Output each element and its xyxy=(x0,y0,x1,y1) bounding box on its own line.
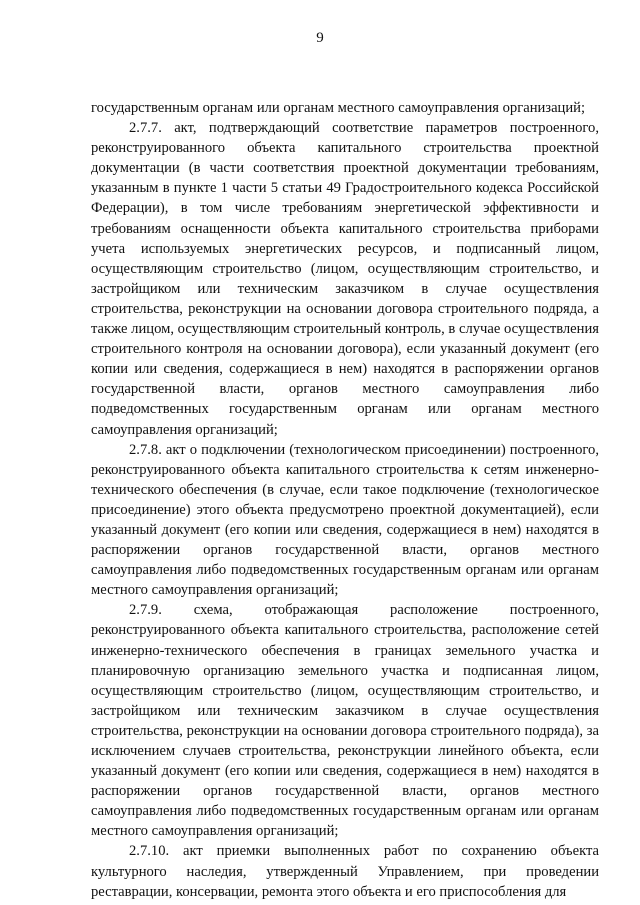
paragraph-2-7-9: 2.7.9. схема, отображающая расположение построенного, реконструированного объекта капитального строительства, расположение сетей инженерно-технического обеспечения в границах земельного участка и планировочную организацию земельного участка и подписанная лицом, осуществляющим строительство (лицом, осуществляющим строительство, и застройщиком или техническим заказчиком в случае осуществления строительства, реконструкции на основании договора строительного подряда), за исключением случаев строительства, реконструкции линейного объекта, если указанный документ (его копии или сведения, содержащиеся в нем) находятся в распоряжении органов государственной власти, органов местного самоуправления либо подведомственных государственным органам или органам местного самоуправления организаций; xyxy=(91,602,599,840)
paragraph-2-7-7: 2.7.7. акт, подтверждающий соответствие параметров построенного, реконструированного объекта капитального строительства проектной документации (в части соответствия проектной документации требованиям, указанным в пункте 1 части 5 статьи 49 Градостроительного кодекса Российской Федерации), в том числе требованиям энергетической эффективности и требованиям оснащенности объекта капитального строительства приборами учета используемых энергетических ресурсов, и подписанный лицом, осуществляющим строительство (лицом, осуществляющим строительство, и застройщиком или техническим заказчиком в случае осуществления строительства, реконструкции на основании договора строительного подряда, а также лицом, осуществляющим строительный контроль, в случае осуществления строительного контроля на основании договора), если указанный документ (его копии или сведения, содержащиеся в нем) находятся в распоряжении органов государственной власти, органов местного самоуправления либо подведомственных государственным органам или органам местного самоуправления организаций; xyxy=(91,120,599,438)
paragraph-2-7-8: 2.7.8. акт о подключении (технологическом присоединении) построенного, реконструированного объекта капитального строительства к сетям инженерно-технического обеспечения (в случае, если такое подключение (технологическое присоединение) этого объекта предусмотрено проектной документацией), если указанный документ (его копии или сведения, содержащиеся в нем) находятся в распоряжении органов государственной власти, органов местного самоуправления либо подведомственных государственным органам или органам местного самоуправления организаций; xyxy=(91,441,599,599)
paragraph-continuation: государственным органам или органам местного самоуправления организаций; xyxy=(91,100,586,116)
document-body xyxy=(91,98,599,902)
page-number: 9 xyxy=(316,30,324,46)
paragraph-2-7-10: 2.7.10. акт приемки выполненных работ по сохранению объекта культурного наследия, утвержденный Управлением, при проведении реставрации, консервации, ремонта этого объекта и его приспособления для xyxy=(91,843,599,900)
